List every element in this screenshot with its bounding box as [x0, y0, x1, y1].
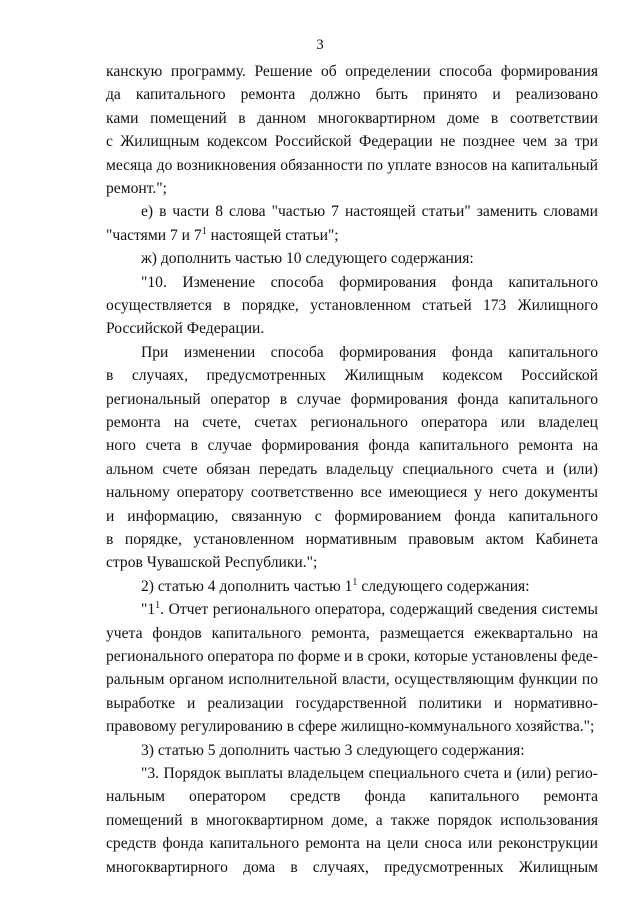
superscript: 1 — [352, 576, 358, 588]
text-line — [141, 600, 598, 620]
text-line: При изменении способа формирования фонда капитального — [141, 343, 598, 361]
text-line: выработке и реализации государственной политики и нормативно- — [106, 694, 598, 712]
text-line: в случаях, предусмотренных Жилищным кодексом Российской — [106, 367, 598, 385]
text-line: месяца до возникновения обязанности по уплате взносов на капитальный — [106, 156, 598, 174]
text-line: ремонт."; — [106, 180, 167, 197]
text-segment: . Отчет регионального оператора, содержащий сведения системы — [160, 601, 598, 619]
text-line: помещений в многоквартирном доме, а также порядок использования — [106, 811, 598, 829]
text-line: с Жилищным кодексом Российской Федерации не позднее чем за три — [106, 133, 598, 151]
text-line: ного счета в случае формирования фонда капитального ремонта на — [106, 437, 598, 455]
text-line: многоквартирного дома в случаях, предусмотренных Жилищным — [106, 858, 598, 876]
text-line: осуществляется в порядке, установленном статьей 173 Жилищного — [106, 297, 598, 314]
text-line: региональный оператор в случае формирования фонда капитального — [106, 390, 598, 408]
text-line: ральным органом исполнительной власти, осуществляющим функции по — [106, 671, 598, 689]
text-line: нальному оператору соответственно все имеющиеся у него документы — [106, 484, 598, 502]
text-line: средств фонда капитального ремонта на цели сноса или реконструкции — [106, 835, 598, 853]
text-line — [141, 577, 598, 597]
text-line: "10. Изменение способа формирования фонда капитального — [141, 273, 598, 291]
text-line: да капитального ремонта должно быть принято и реализовано — [106, 86, 598, 104]
text-line: учета фондов капитального ремонта, размещается ежеквартально на — [106, 624, 598, 642]
text-line: нальным оператором средств фонда капитального ремонта — [106, 788, 598, 806]
text-line: ками помещений в данном многоквартирном доме в соответствии — [106, 109, 598, 127]
text-segment: настоящей статьи"; — [206, 226, 339, 244]
superscript: 1 — [155, 600, 161, 612]
text-line: альном счете обязан передать владельцу специального счета и (или) — [106, 460, 598, 478]
text-line — [106, 226, 598, 246]
text-line: канскую программу. Решение об определении способа формирования — [106, 63, 598, 80]
text-segment: "частями 7 и 7 — [106, 226, 202, 244]
page-number: 3 — [316, 37, 324, 53]
text-segment: "1 — [141, 601, 156, 619]
text-line: регионального оператора по форме и в сроки, которые установлены феде- — [106, 648, 598, 665]
text-segment: следующего содержания: — [357, 577, 530, 595]
text-line: е) в части 8 слова "частью 7 настоящей статьи" заменить словами — [141, 203, 598, 221]
superscript: 1 — [201, 225, 207, 237]
text-line: правовому регулированию в сфере жилищно-коммунального хозяйства."; — [106, 718, 595, 736]
text-line: ж) дополнить частью 10 следующего содержания: — [141, 250, 474, 268]
text-line: 3) статью 5 дополнить частью 3 следующего содержания: — [141, 741, 525, 759]
text-line: "3. Порядок выплаты владельцем специального счета и (или) регио- — [141, 765, 598, 782]
text-segment: 2) статью 4 дополнить частью 1 — [141, 577, 353, 595]
text-line: в порядке, установленном нормативным правовым актом Кабинета — [106, 531, 598, 548]
text-line: ремонта на счете, счетах регионального оператора или владелец — [106, 414, 598, 431]
text-line: и информацию, связанную с формированием фонда капитального — [106, 507, 598, 525]
text-line: Российской Федерации. — [106, 320, 265, 338]
text-line: стров Чувашской Республики."; — [106, 554, 318, 572]
